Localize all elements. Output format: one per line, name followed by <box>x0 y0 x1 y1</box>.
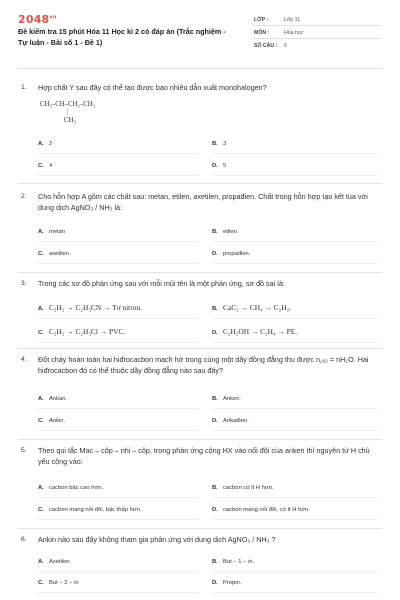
question-text: Theo qui tắc Mac – côp – nhi – côp, trong phản ứng cộng HX vào nối đôi của anken thì nguyên tử H chủ yếu cộng vào: <box>38 446 370 466</box>
option-d[interactable]: D. propađien. <box>212 251 251 257</box>
option-d[interactable]: D. cacbon mang nối đôi, có ít H hơn. <box>212 507 310 513</box>
option-a[interactable]: A. cacbon bậc cao hơn. <box>38 485 104 491</box>
option-d[interactable]: D. Propin. <box>212 580 242 586</box>
site-logo[interactable]: $2048^{vn}$ <box>18 13 57 26</box>
option-b[interactable]: B. cacbon có ít H hơn. <box>212 485 274 491</box>
option-a[interactable]: A. 2 <box>38 141 53 147</box>
meta-question-count: SỐ CÂU : 6 <box>254 43 287 49</box>
question-text: Trong các sơ đồ phản ứng sau với mỗi mũi tên là một phản ứng, sơ đồ sai là: <box>38 279 285 288</box>
question-number: 3. <box>21 280 27 287</box>
question-text: Cho hỗn hợp A gồm các chất sau: metan, etilen, axetilen, propađien. Chất trong hỗn hợp tạo kết tủa với dung dịch AgNO₃ / NH₃ là: <box>38 192 368 212</box>
header-divider <box>18 68 382 69</box>
question-number: 4. <box>21 356 27 363</box>
option-b[interactable]: B. etilen. <box>212 229 239 235</box>
question-text: Ankin nào sau đây không tham gia phản ứng với dung dịch AgNO₃ / NH₃ ? <box>38 535 276 544</box>
option-b[interactable]: B. Anken. <box>212 396 242 402</box>
option-c[interactable]: C. cacbon mang nối đôi, bậc thấp hơn. <box>38 507 142 513</box>
option-b[interactable]: B. 3 <box>212 141 227 147</box>
document-title: Đề kiểm tra 15 phút Hóa 11 Học kì 2 có đáp án (Trắc nghiệm - Tự luận - Bài số 1 - Đề 1) <box>18 27 226 47</box>
meta-subject: MÔN : Hóa học <box>252 27 382 39</box>
question-text: Hợp chất Y sau đây có thể tạo được bao nhiêu dẫn xuất monohalogen? <box>38 83 267 92</box>
question-number: 6. <box>21 536 27 543</box>
option-b[interactable]: B. CaC₂ → CH₄ → C₂H₂. <box>212 303 291 312</box>
option-b[interactable]: B. But − 1 − in. <box>212 559 255 565</box>
option-a[interactable]: A. C₂H₂ → C₂H₃CN → Tơ nitron. <box>38 303 142 312</box>
question-number: 1. <box>21 84 27 91</box>
option-c[interactable]: C. Ankin. <box>38 418 66 424</box>
question-number: 2. <box>21 193 27 200</box>
formula-branch: CH₃ <box>64 117 76 124</box>
formula-branch-bond: | <box>67 109 69 115</box>
question-number: 5. <box>21 447 27 454</box>
question-text: Đốt cháy hoàn toàn hai hiđrocacbon mạch hở trong cùng một dãy đồng đẳng thu được n꜀ₒ₂ = nH₂O. Hai hiđrocacbon đó có thể thuộc dãy đồng đẳng nào sau đây? <box>38 355 369 375</box>
option-a[interactable]: A. Axetilen <box>38 559 70 565</box>
option-a[interactable]: A. metan <box>38 229 66 235</box>
option-c[interactable]: C. But − 2 − in <box>38 580 79 586</box>
page-header <box>0 0 400 66</box>
option-c[interactable]: C. C₂H₂ → C₂H₃Cl → PVC. <box>38 327 126 336</box>
option-d[interactable]: D. Ankađien. <box>212 418 249 424</box>
option-c[interactable]: C. 4 <box>38 163 53 169</box>
option-c[interactable]: C. axetilen. <box>38 251 71 257</box>
option-d[interactable]: D. 5 <box>212 163 227 169</box>
meta-class: LỚP : Lớp 11 <box>252 14 382 26</box>
option-a[interactable]: A. Ankan. <box>38 396 68 402</box>
structural-formula: CH₃–CH–CH₂–CH₃ <box>40 101 96 108</box>
option-d[interactable]: D. C₂H₅OH → C₂H₄ → PE. <box>212 327 298 336</box>
